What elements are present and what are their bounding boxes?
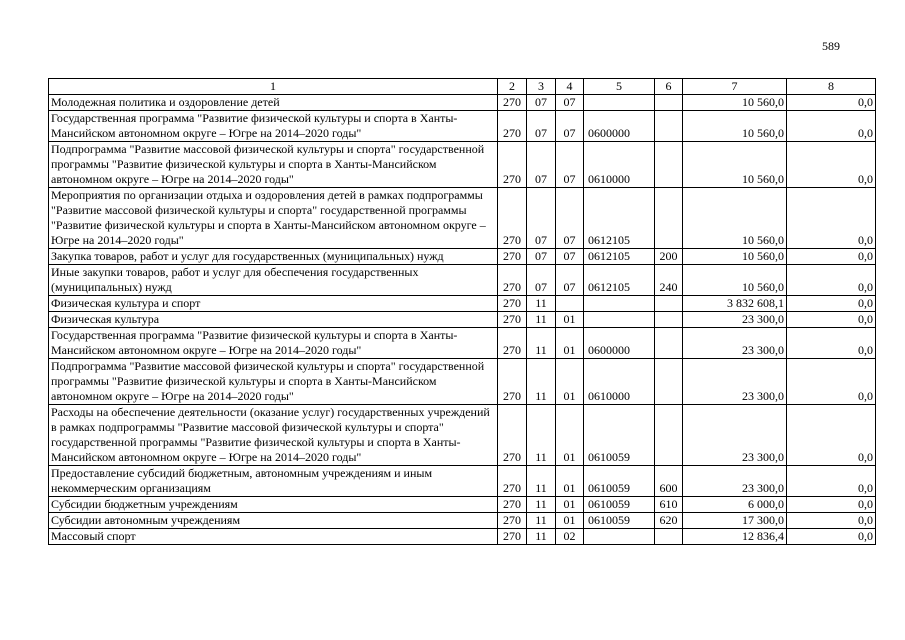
- section-code-cell: 11: [527, 466, 556, 497]
- subsection-code-cell: 01: [556, 328, 584, 359]
- amount-cell: 10 560,0: [683, 188, 787, 249]
- expense-type-code-cell: 200: [655, 249, 683, 265]
- subsection-code-cell: 07: [556, 188, 584, 249]
- target-article-code-cell: 0610059: [584, 466, 655, 497]
- expense-type-code-cell: [655, 529, 683, 545]
- section-code-cell: 07: [527, 111, 556, 142]
- section-code-cell: 11: [527, 497, 556, 513]
- table-row: [49, 265, 876, 296]
- expense-type-code-cell: 610: [655, 497, 683, 513]
- admin-code-cell: 270: [498, 513, 527, 529]
- section-code-cell: 11: [527, 312, 556, 328]
- table-row: [49, 312, 876, 328]
- subsection-code-cell: 07: [556, 249, 584, 265]
- amount-2-cell: 0,0: [787, 497, 876, 513]
- expense-type-code-cell: [655, 359, 683, 405]
- item-name-cell: Молодежная политика и оздоровление детей: [49, 95, 498, 111]
- column-header: 4: [556, 79, 584, 95]
- subsection-code-cell: 07: [556, 111, 584, 142]
- subsection-code-cell: 01: [556, 513, 584, 529]
- amount-2-cell: 0,0: [787, 265, 876, 296]
- table-row: [49, 513, 876, 529]
- amount-2-cell: 0,0: [787, 95, 876, 111]
- expense-type-code-cell: [655, 328, 683, 359]
- table-row: [49, 328, 876, 359]
- amount-cell: 23 300,0: [683, 312, 787, 328]
- column-header: 6: [655, 79, 683, 95]
- item-name-cell: Мероприятия по организации отдыха и оздоровления детей в рамках подпрограммы "Развитие массовой физической культуры и спорта" государственной программы "Развитие физической культуры и спорта в Ханты-Мансийском автономном округе – Югре на 2014–2020 годы": [49, 188, 498, 249]
- target-article-code-cell: 0600000: [584, 111, 655, 142]
- admin-code-cell: 270: [498, 328, 527, 359]
- target-article-code-cell: 0610000: [584, 359, 655, 405]
- amount-2-cell: 0,0: [787, 249, 876, 265]
- item-name-cell: Субсидии бюджетным учреждениям: [49, 497, 498, 513]
- target-article-code-cell: 0610059: [584, 497, 655, 513]
- section-code-cell: 11: [527, 529, 556, 545]
- amount-cell: 3 832 608,1: [683, 296, 787, 312]
- admin-code-cell: 270: [498, 497, 527, 513]
- column-header: 7: [683, 79, 787, 95]
- amount-cell: 23 300,0: [683, 359, 787, 405]
- amount-cell: 10 560,0: [683, 95, 787, 111]
- expense-type-code-cell: 240: [655, 265, 683, 296]
- subsection-code-cell: 07: [556, 142, 584, 188]
- target-article-code-cell: 0610000: [584, 142, 655, 188]
- table-row: [49, 188, 876, 249]
- section-code-cell: 11: [527, 328, 556, 359]
- table-row: [49, 142, 876, 188]
- amount-cell: 6 000,0: [683, 497, 787, 513]
- table-header-row: [49, 79, 876, 95]
- item-name-cell: Государственная программа "Развитие физической культуры и спорта в Ханты-Мансийском автономном округе – Югре на 2014–2020 годы": [49, 111, 498, 142]
- expense-type-code-cell: 600: [655, 466, 683, 497]
- admin-code-cell: 270: [498, 405, 527, 466]
- table-row: [49, 359, 876, 405]
- section-code-cell: 07: [527, 142, 556, 188]
- amount-cell: 10 560,0: [683, 265, 787, 296]
- column-header: 1: [49, 79, 498, 95]
- expense-type-code-cell: [655, 111, 683, 142]
- target-article-code-cell: 0612105: [584, 265, 655, 296]
- target-article-code-cell: [584, 529, 655, 545]
- item-name-cell: Подпрограмма "Развитие массовой физической культуры и спорта" государственной программы "Развитие физической культуры и спорта в Ханты-Мансийском автономном округе – Югре на 2014–2020 годы": [49, 142, 498, 188]
- admin-code-cell: 270: [498, 296, 527, 312]
- expense-type-code-cell: [655, 405, 683, 466]
- table-row: [49, 249, 876, 265]
- amount-2-cell: 0,0: [787, 111, 876, 142]
- item-name-cell: Физическая культура и спорт: [49, 296, 498, 312]
- amount-2-cell: 0,0: [787, 513, 876, 529]
- subsection-code-cell: [556, 296, 584, 312]
- admin-code-cell: 270: [498, 188, 527, 249]
- amount-cell: 12 836,4: [683, 529, 787, 545]
- page-number: 589: [822, 39, 840, 53]
- subsection-code-cell: 07: [556, 95, 584, 111]
- amount-2-cell: 0,0: [787, 188, 876, 249]
- amount-cell: 10 560,0: [683, 249, 787, 265]
- expense-type-code-cell: [655, 142, 683, 188]
- target-article-code-cell: 0612105: [584, 249, 655, 265]
- item-name-cell: Физическая культура: [49, 312, 498, 328]
- amount-2-cell: 0,0: [787, 405, 876, 466]
- item-name-cell: Расходы на обеспечение деятельности (оказание услуг) государственных учреждений в рамках подпрограммы "Развитие массовой физической культуры и спорта" государственной программы "Развитие физической культуры и спорта в Ханты-Мансийском автономном округе – Югре на 2014–2020 годы": [49, 405, 498, 466]
- table-row: [49, 466, 876, 497]
- amount-cell: 10 560,0: [683, 111, 787, 142]
- section-code-cell: 11: [527, 513, 556, 529]
- table-row: [49, 95, 876, 111]
- section-code-cell: 11: [527, 296, 556, 312]
- admin-code-cell: 270: [498, 466, 527, 497]
- section-code-cell: 07: [527, 188, 556, 249]
- amount-2-cell: 0,0: [787, 312, 876, 328]
- target-article-code-cell: 0610059: [584, 513, 655, 529]
- amount-2-cell: 0,0: [787, 296, 876, 312]
- section-code-cell: 11: [527, 405, 556, 466]
- amount-cell: 23 300,0: [683, 328, 787, 359]
- item-name-cell: Государственная программа "Развитие физической культуры и спорта в Ханты-Мансийском автономном округе – Югре на 2014–2020 годы": [49, 328, 498, 359]
- admin-code-cell: 270: [498, 249, 527, 265]
- subsection-code-cell: 02: [556, 529, 584, 545]
- amount-cell: 10 560,0: [683, 142, 787, 188]
- expense-type-code-cell: [655, 188, 683, 249]
- subsection-code-cell: 01: [556, 497, 584, 513]
- subsection-code-cell: 01: [556, 405, 584, 466]
- table-row: [49, 111, 876, 142]
- subsection-code-cell: 01: [556, 359, 584, 405]
- amount-2-cell: 0,0: [787, 359, 876, 405]
- table-row: [49, 405, 876, 466]
- admin-code-cell: 270: [498, 359, 527, 405]
- amount-cell: 23 300,0: [683, 405, 787, 466]
- amount-cell: 23 300,0: [683, 466, 787, 497]
- expense-type-code-cell: [655, 312, 683, 328]
- item-name-cell: Предоставление субсидий бюджетным, автономным учреждениям и иным некоммерческим организациям: [49, 466, 498, 497]
- table-row: [49, 296, 876, 312]
- target-article-code-cell: 0600000: [584, 328, 655, 359]
- amount-2-cell: 0,0: [787, 466, 876, 497]
- admin-code-cell: 270: [498, 312, 527, 328]
- target-article-code-cell: 0610059: [584, 405, 655, 466]
- subsection-code-cell: 01: [556, 312, 584, 328]
- amount-2-cell: 0,0: [787, 328, 876, 359]
- expense-type-code-cell: 620: [655, 513, 683, 529]
- budget-table: [48, 78, 876, 545]
- column-header: 3: [527, 79, 556, 95]
- target-article-code-cell: 0612105: [584, 188, 655, 249]
- section-code-cell: 07: [527, 249, 556, 265]
- admin-code-cell: 270: [498, 95, 527, 111]
- admin-code-cell: 270: [498, 142, 527, 188]
- item-name-cell: Подпрограмма "Развитие массовой физической культуры и спорта" государственной программы "Развитие физической культуры и спорта в Ханты-Мансийском автономном округе – Югре на 2014–2020 годы": [49, 359, 498, 405]
- admin-code-cell: 270: [498, 265, 527, 296]
- target-article-code-cell: [584, 95, 655, 111]
- expense-type-code-cell: [655, 296, 683, 312]
- column-header: 2: [498, 79, 527, 95]
- admin-code-cell: 270: [498, 111, 527, 142]
- amount-2-cell: 0,0: [787, 529, 876, 545]
- subsection-code-cell: 07: [556, 265, 584, 296]
- column-header: 8: [787, 79, 876, 95]
- amount-cell: 17 300,0: [683, 513, 787, 529]
- table-row: [49, 497, 876, 513]
- subsection-code-cell: 01: [556, 466, 584, 497]
- section-code-cell: 07: [527, 95, 556, 111]
- section-code-cell: 07: [527, 265, 556, 296]
- expense-type-code-cell: [655, 95, 683, 111]
- item-name-cell: Закупка товаров, работ и услуг для государственных (муниципальных) нужд: [49, 249, 498, 265]
- item-name-cell: Массовый спорт: [49, 529, 498, 545]
- amount-2-cell: 0,0: [787, 142, 876, 188]
- column-header: 5: [584, 79, 655, 95]
- admin-code-cell: 270: [498, 529, 527, 545]
- item-name-cell: Иные закупки товаров, работ и услуг для обеспечения государственных (муниципальных) нужд: [49, 265, 498, 296]
- item-name-cell: Субсидии автономным учреждениям: [49, 513, 498, 529]
- section-code-cell: 11: [527, 359, 556, 405]
- table-row: [49, 529, 876, 545]
- target-article-code-cell: [584, 296, 655, 312]
- target-article-code-cell: [584, 312, 655, 328]
